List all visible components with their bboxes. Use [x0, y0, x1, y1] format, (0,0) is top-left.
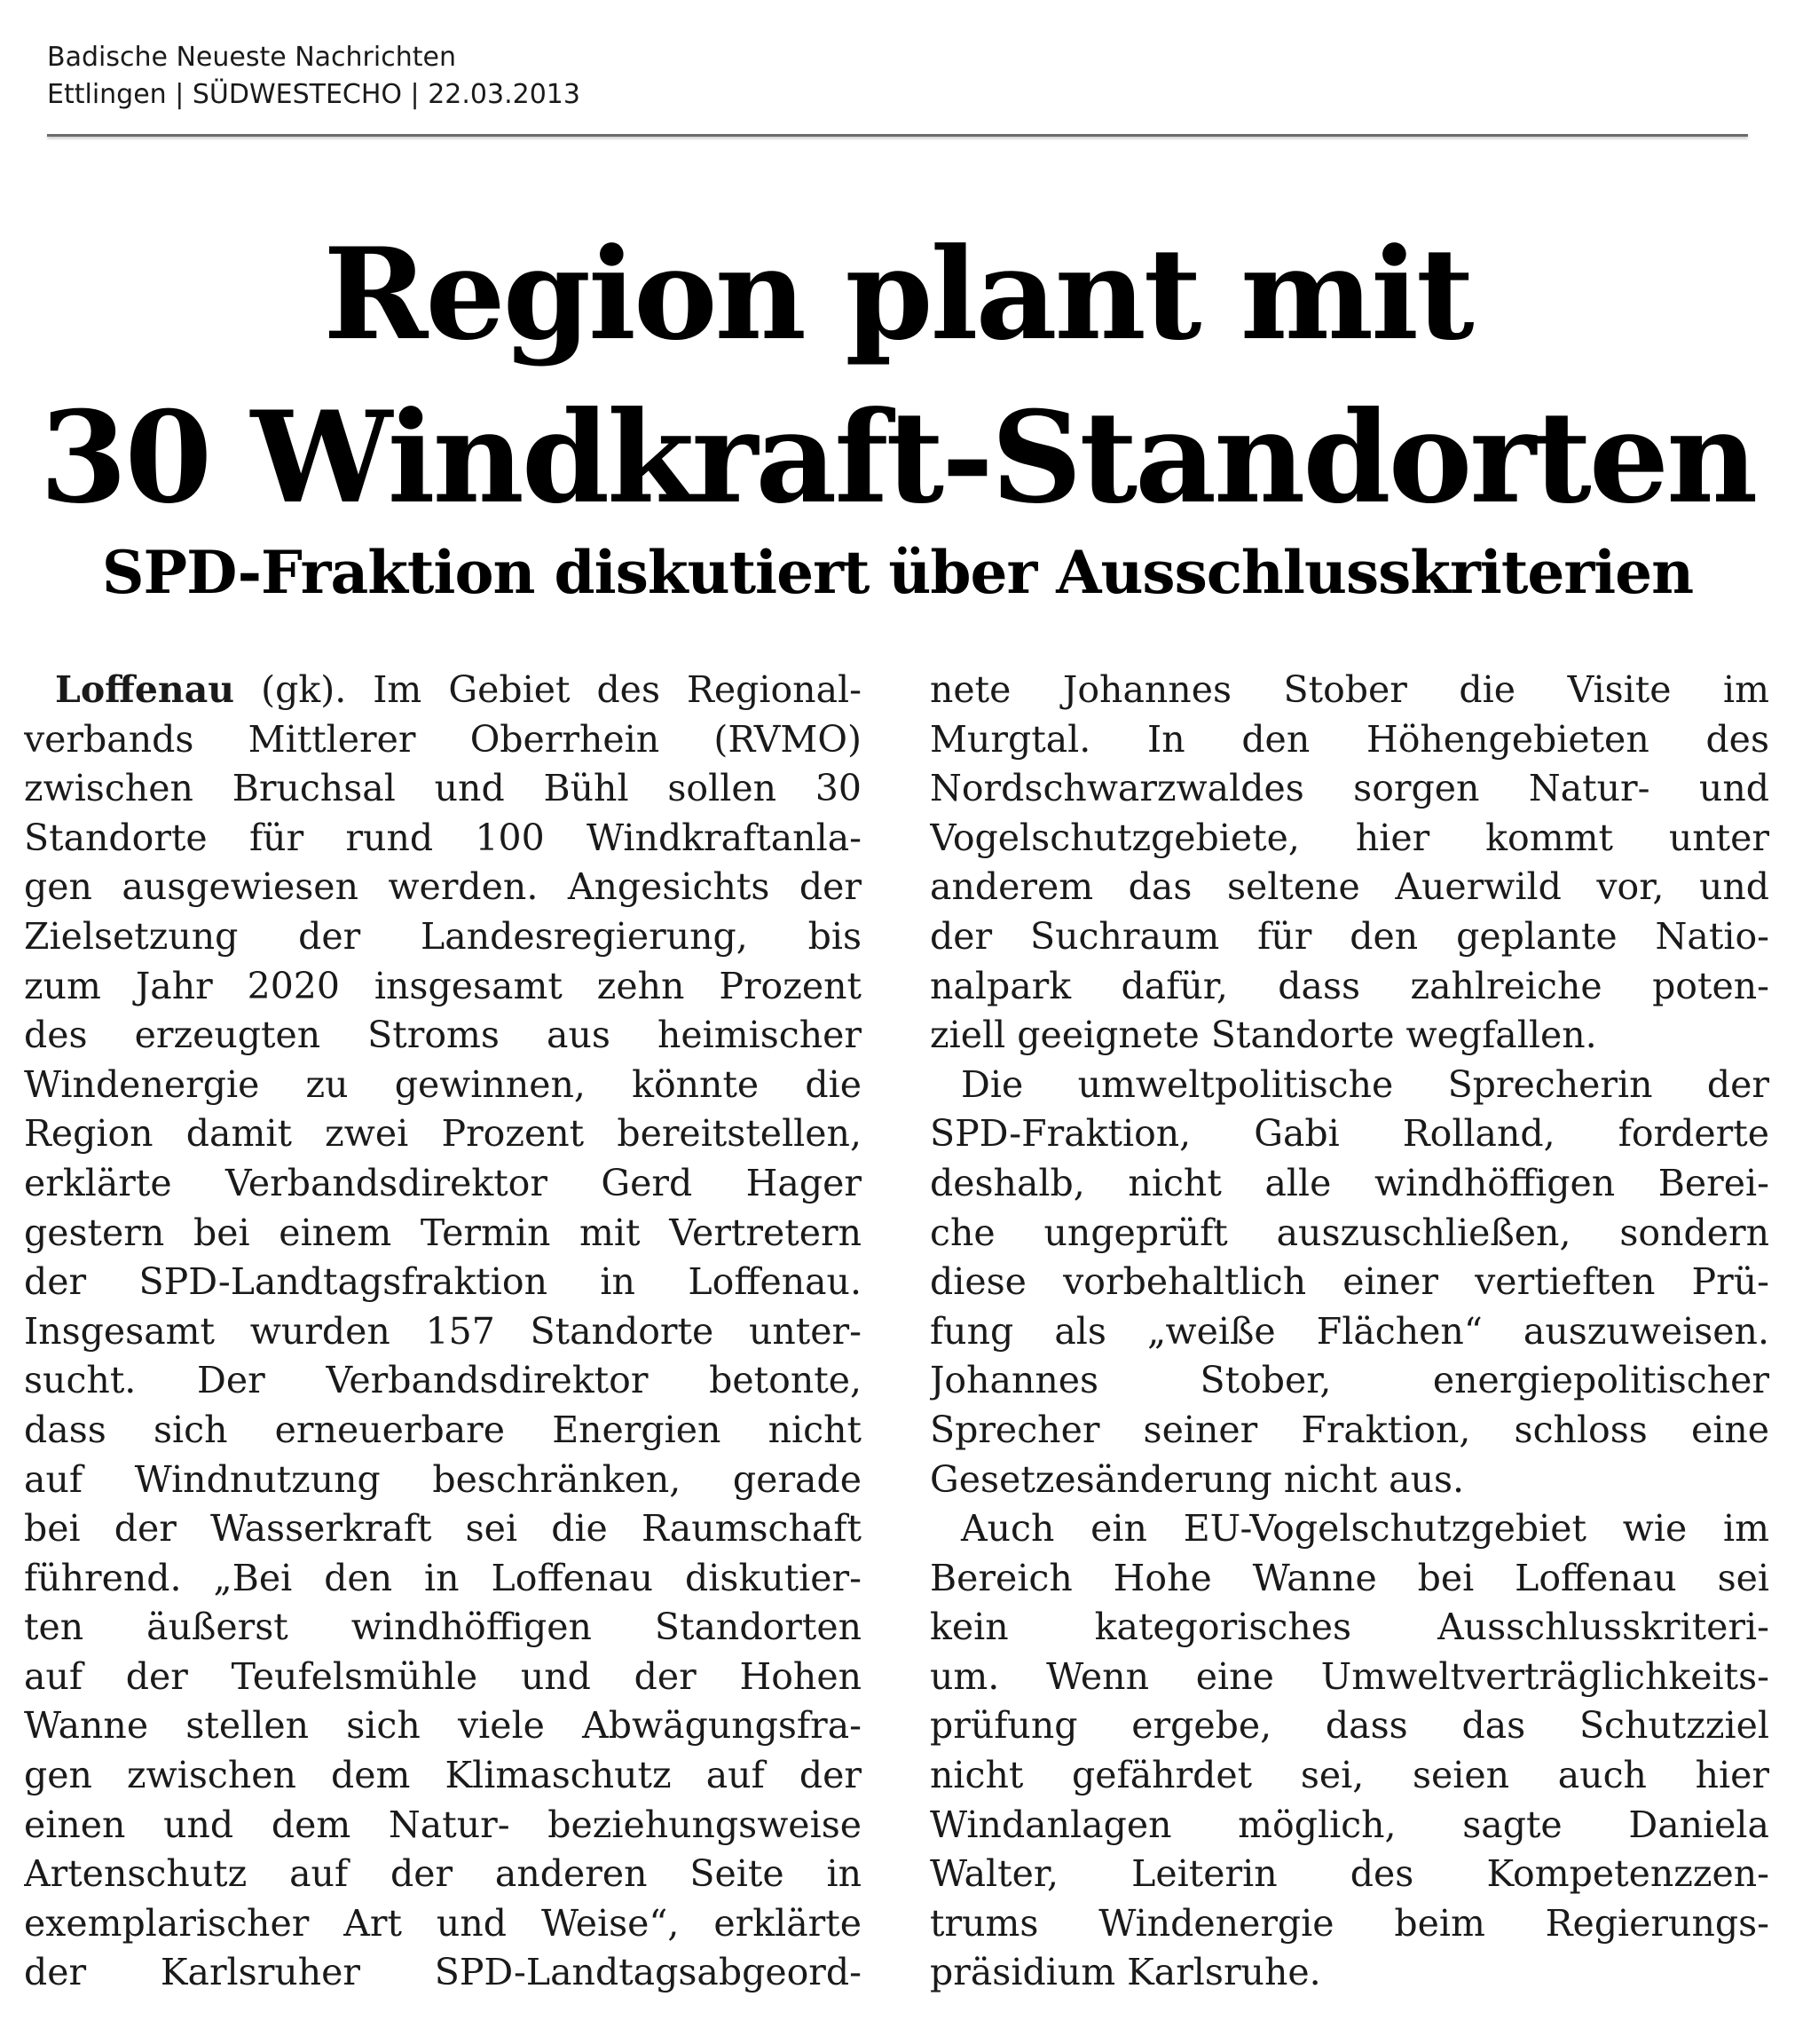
text-line-first [24, 666, 862, 715]
text-line: trums Windenergie beim Regierungs- [930, 1901, 1769, 1945]
text-line: Vogelschutzgebiete, hier kommt unter [930, 816, 1769, 859]
text-line: Walter, Leiterin des Kompetenzzen- [930, 1852, 1769, 1896]
text-line: Johannes Stober, energiepolitischer [930, 1359, 1769, 1402]
text-line: der Karlsruher SPD-Landtagsabgeord- [24, 1951, 862, 1994]
header-divider [47, 134, 1748, 137]
text-line: des erzeugten Stroms aus heimischer [24, 1014, 862, 1057]
text-line: Windanlagen möglich, sagte Daniela [930, 1803, 1769, 1846]
text-line: Nordschwarzwaldes sorgen Natur- und [930, 767, 1769, 810]
text-line: nete Johannes Stober die Visite im [930, 668, 1769, 711]
article-subheadline: SPD-Fraktion diskutiert über Ausschlusskriterien [101, 538, 1694, 607]
text-line: Sprecher seiner Fraktion, schloss eine [930, 1408, 1769, 1451]
article-headline [0, 213, 1795, 540]
text-line: Standorte für rund 100 Windkraftanla- [24, 816, 862, 859]
text-line: che ungeprüft auszuschließen, sondern [930, 1211, 1769, 1254]
text-line: bei der Wasserkraft sei die Raumschaft [24, 1507, 862, 1551]
text-line: anderem das seltene Auerwild vor, und [930, 865, 1769, 909]
text-line: Region damit zwei Prozent bereitstellen, [24, 1112, 862, 1156]
edition-info: Ettlingen | SÜDWESTECHO | 22.03.2013 [47, 79, 580, 110]
text-line: erklärte Verbandsdirektor Gerd Hager [24, 1161, 862, 1204]
text-line: auf der Teufelsmühle und der Hohen [24, 1654, 862, 1698]
text-line: Windenergie zu gewinnen, könnte die [24, 1062, 862, 1106]
text-line: ziell geeignete Standorte wegfallen. [930, 1014, 1597, 1057]
headline-line: Region plant mit [323, 221, 1472, 368]
text-line: gen ausgewiesen werden. Angesichts der [24, 865, 862, 909]
dateline: Loffenau [55, 668, 235, 711]
text-line: zwischen Bruchsal und Bühl sollen 30 [24, 767, 862, 810]
article-column-left [24, 666, 862, 1998]
text-line: führend. „Bei den in Loffenau diskutier- [24, 1556, 862, 1599]
text-line: fung als „weiße Flächen“ auszuweisen. [930, 1309, 1769, 1353]
text-line: dass sich erneuerbare Energien nicht [24, 1408, 862, 1451]
text-line-rest: (gk). Im Gebiet des Regional- [234, 668, 862, 711]
text-line: Murgtal. In den Höhengebieten des [930, 717, 1769, 761]
text-line: zum Jahr 2020 insgesamt zehn Prozent [24, 964, 862, 1007]
text-line: gestern bei einem Termin mit Vertretern [24, 1211, 862, 1254]
text-line: exemplarischer Art und Weise“, erklärte [24, 1901, 862, 1945]
text-line: diese vorbehaltlich einer vertieften Prü- [930, 1260, 1769, 1304]
text-line: der SPD-Landtagsfraktion in Loffenau. [24, 1260, 862, 1304]
text-line: ten äußerst windhöffigen Standorten [24, 1606, 862, 1649]
publication-name: Badische Neueste Nachrichten [47, 42, 456, 73]
text-line: nicht gefährdet sei, seien auch hier [930, 1754, 1769, 1797]
text-line: präsidium Karlsruhe. [930, 1951, 1321, 1994]
text-line: verbands Mittlerer Oberrhein (RVMO) [24, 717, 862, 761]
text-line: Wanne stellen sich viele Abwägungsfra- [24, 1704, 862, 1748]
text-line: SPD-Fraktion, Gabi Rolland, forderte [930, 1112, 1769, 1156]
text-line: Artenschutz auf der anderen Seite in [24, 1852, 862, 1896]
text-line: prüfung ergebe, dass das Schutzziel [930, 1704, 1769, 1748]
text-line: sucht. Der Verbandsdirektor betonte, [24, 1359, 862, 1402]
text-line: nalpark dafür, dass zahlreiche poten- [930, 964, 1769, 1007]
text-line: auf Windnutzung beschränken, gerade [24, 1457, 862, 1501]
text-line: Insgesamt wurden 157 Standorte unter- [24, 1309, 862, 1353]
text-line: Zielsetzung der Landesregierung, bis [24, 914, 862, 958]
headline-line: 30 Windkraft-Standorten [39, 384, 1756, 532]
text-line: Gesetzesänderung nicht aus. [930, 1457, 1465, 1501]
text-line: gen zwischen dem Klimaschutz auf der [24, 1754, 862, 1797]
text-line: Auch ein EU-Vogelschutzgebiet wie im [961, 1507, 1769, 1551]
text-line: Die umweltpolitische Sprecherin der [961, 1062, 1769, 1106]
text-line: um. Wenn eine Umweltverträglichkeits- [930, 1654, 1769, 1698]
article-column-right [930, 666, 1769, 1998]
text-line: Bereich Hohe Wanne bei Loffenau sei [930, 1556, 1769, 1599]
article-meta [47, 39, 580, 114]
text-line: deshalb, nicht alle windhöffigen Berei- [930, 1161, 1769, 1204]
text-line: einen und dem Natur- beziehungsweise [24, 1803, 862, 1846]
text-line: der Suchraum für den geplante Natio- [930, 914, 1769, 958]
text-line: kein kategorisches Ausschlusskriteri- [930, 1606, 1769, 1649]
